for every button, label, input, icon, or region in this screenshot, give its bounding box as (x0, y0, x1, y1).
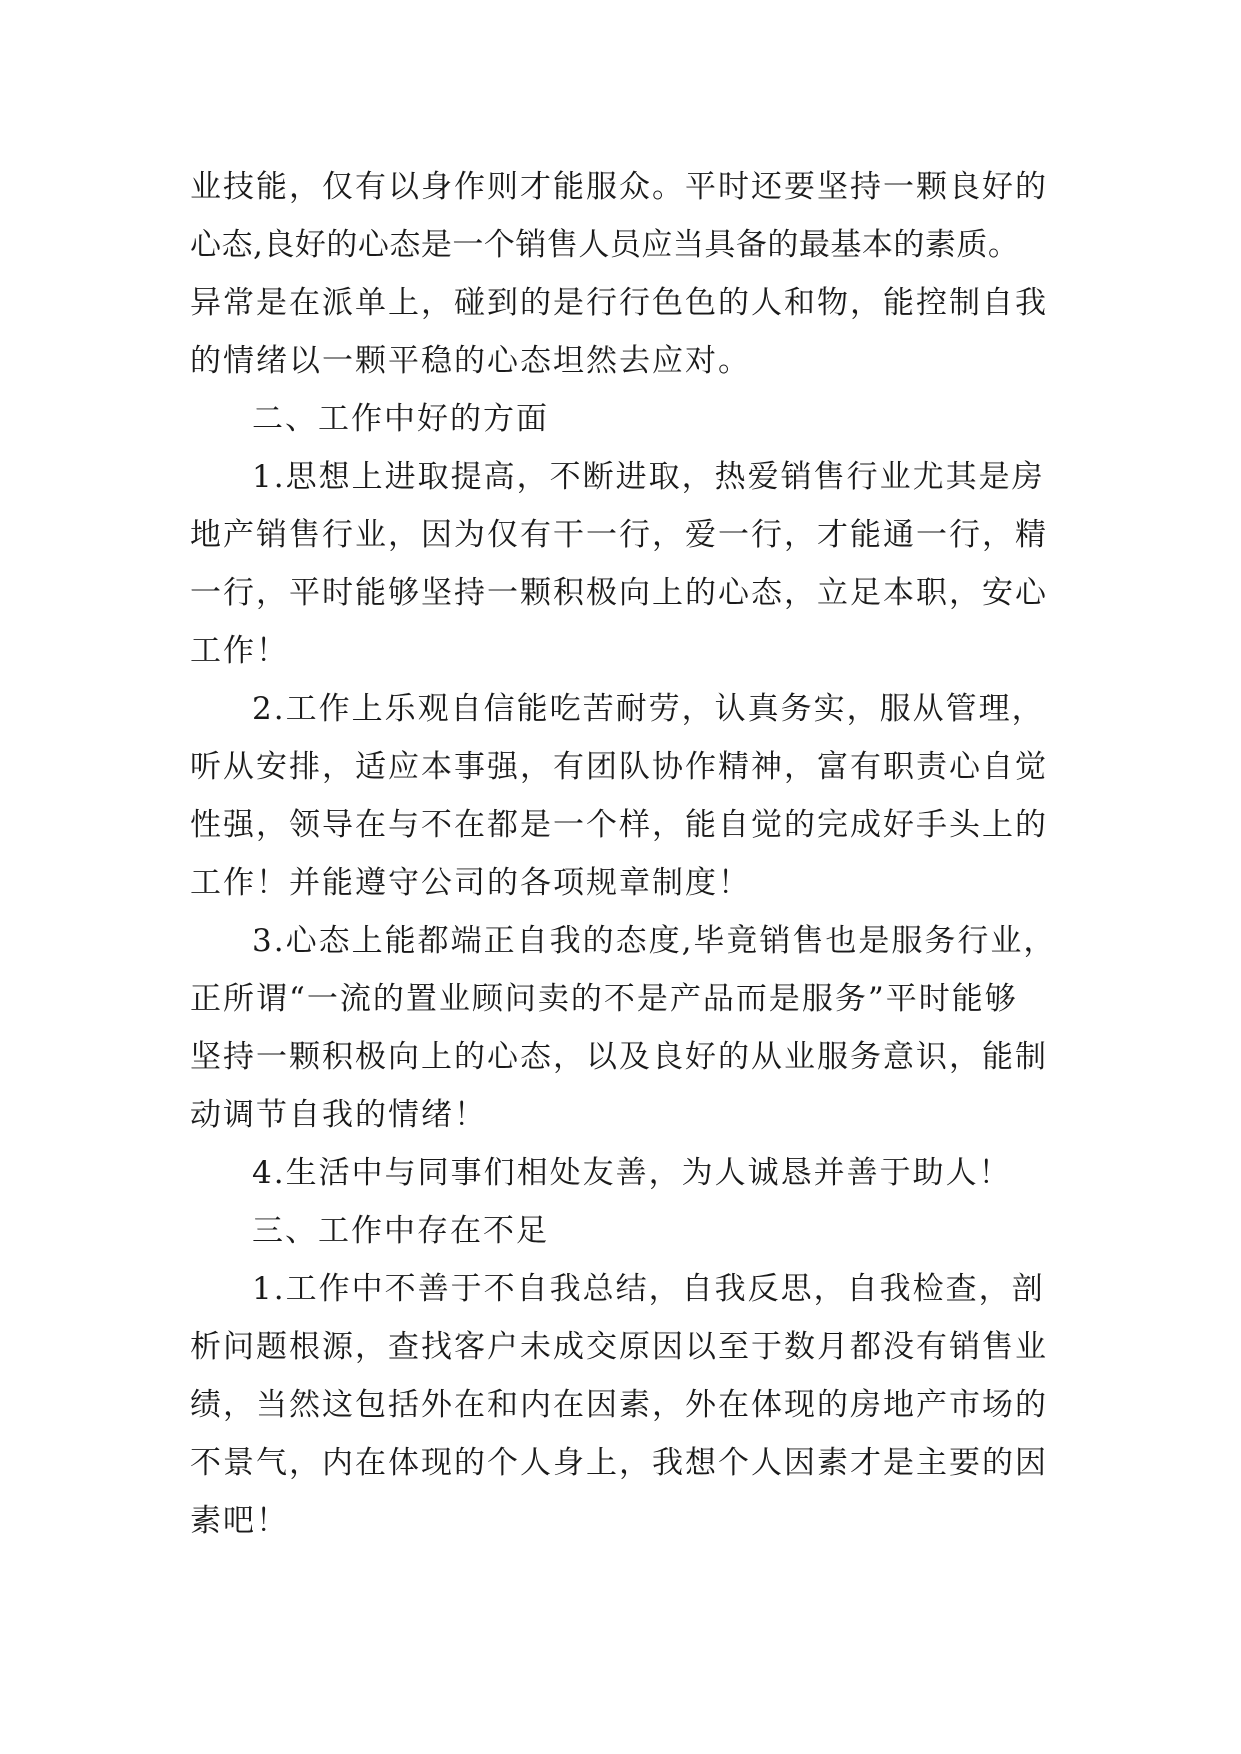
paragraph-line: 素吧！ (190, 1503, 289, 1539)
paragraph-line: 动调节自我的情绪！ (190, 1097, 487, 1133)
paragraph-line: 的情绪以一颗平稳的心态坦然去应对。 (190, 343, 751, 379)
paragraph-line: 一行，平时能够坚持一颗积极向上的心态，立足本职，安心 (190, 575, 1048, 611)
paragraph-line: 听从安排，适应本事强，有团队协作精神，富有职责心自觉 (190, 749, 1048, 785)
paragraph-line: 工作！ (190, 633, 289, 669)
paragraph-line: 心态,良好的心态是一个销售人员应当具备的最基本的素质。 (190, 227, 1020, 263)
paragraph-line-indented: 4.生活中与同事们相处友善，为人诚恳并善于助人！ (252, 1155, 1012, 1191)
paragraph-line: 不景气，内在体现的个人身上，我想个人因素才是主要的因 (190, 1445, 1048, 1481)
paragraph-line: 性强，领导在与不在都是一个样，能自觉的完成好手头上的 (190, 807, 1048, 843)
paragraph-line-indented: 三、工作中存在不足 (252, 1213, 549, 1249)
paragraph-line: 析问题根源，查找客户未成交原因以至于数月都没有销售业 (190, 1329, 1048, 1365)
paragraph-line: 坚持一颗积极向上的心态，以及良好的从业服务意识，能制 (190, 1039, 1048, 1075)
paragraph-line-indented: 3.心态上能都端正自我的态度,毕竟销售也是服务行业， (252, 923, 1057, 959)
paragraph-line-indented: 1.工作中不善于不自我总结，自我反思，自我检查，剖 (252, 1271, 1045, 1307)
paragraph-line: 绩，当然这包括外在和内在因素，外在体现的房地产市场的 (190, 1387, 1048, 1423)
paragraph-line: 地产销售行业，因为仅有干一行，爱一行，才能通一行，精 (190, 517, 1048, 553)
document-body (190, 158, 1130, 1550)
paragraph-line-indented: 2.工作上乐观自信能吃苦耐劳，认真务实，服从管理， (252, 691, 1045, 727)
paragraph-line: 业技能，仅有以身作则才能服众。平时还要坚持一颗良好的 (190, 169, 1048, 205)
paragraph-line: 正所谓“一流的置业顾问卖的不是产品而是服务”平时能够 (190, 981, 1018, 1017)
paragraph-line: 工作！并能遵守公司的各项规章制度！ (190, 865, 751, 901)
paragraph-line-indented: 1.思想上进取提高，不断进取，热爱销售行业尤其是房 (252, 459, 1045, 495)
paragraph-line-indented: 二、工作中好的方面 (252, 401, 549, 437)
paragraph-line: 异常是在派单上，碰到的是行行色色的人和物，能控制自我 (190, 285, 1048, 321)
